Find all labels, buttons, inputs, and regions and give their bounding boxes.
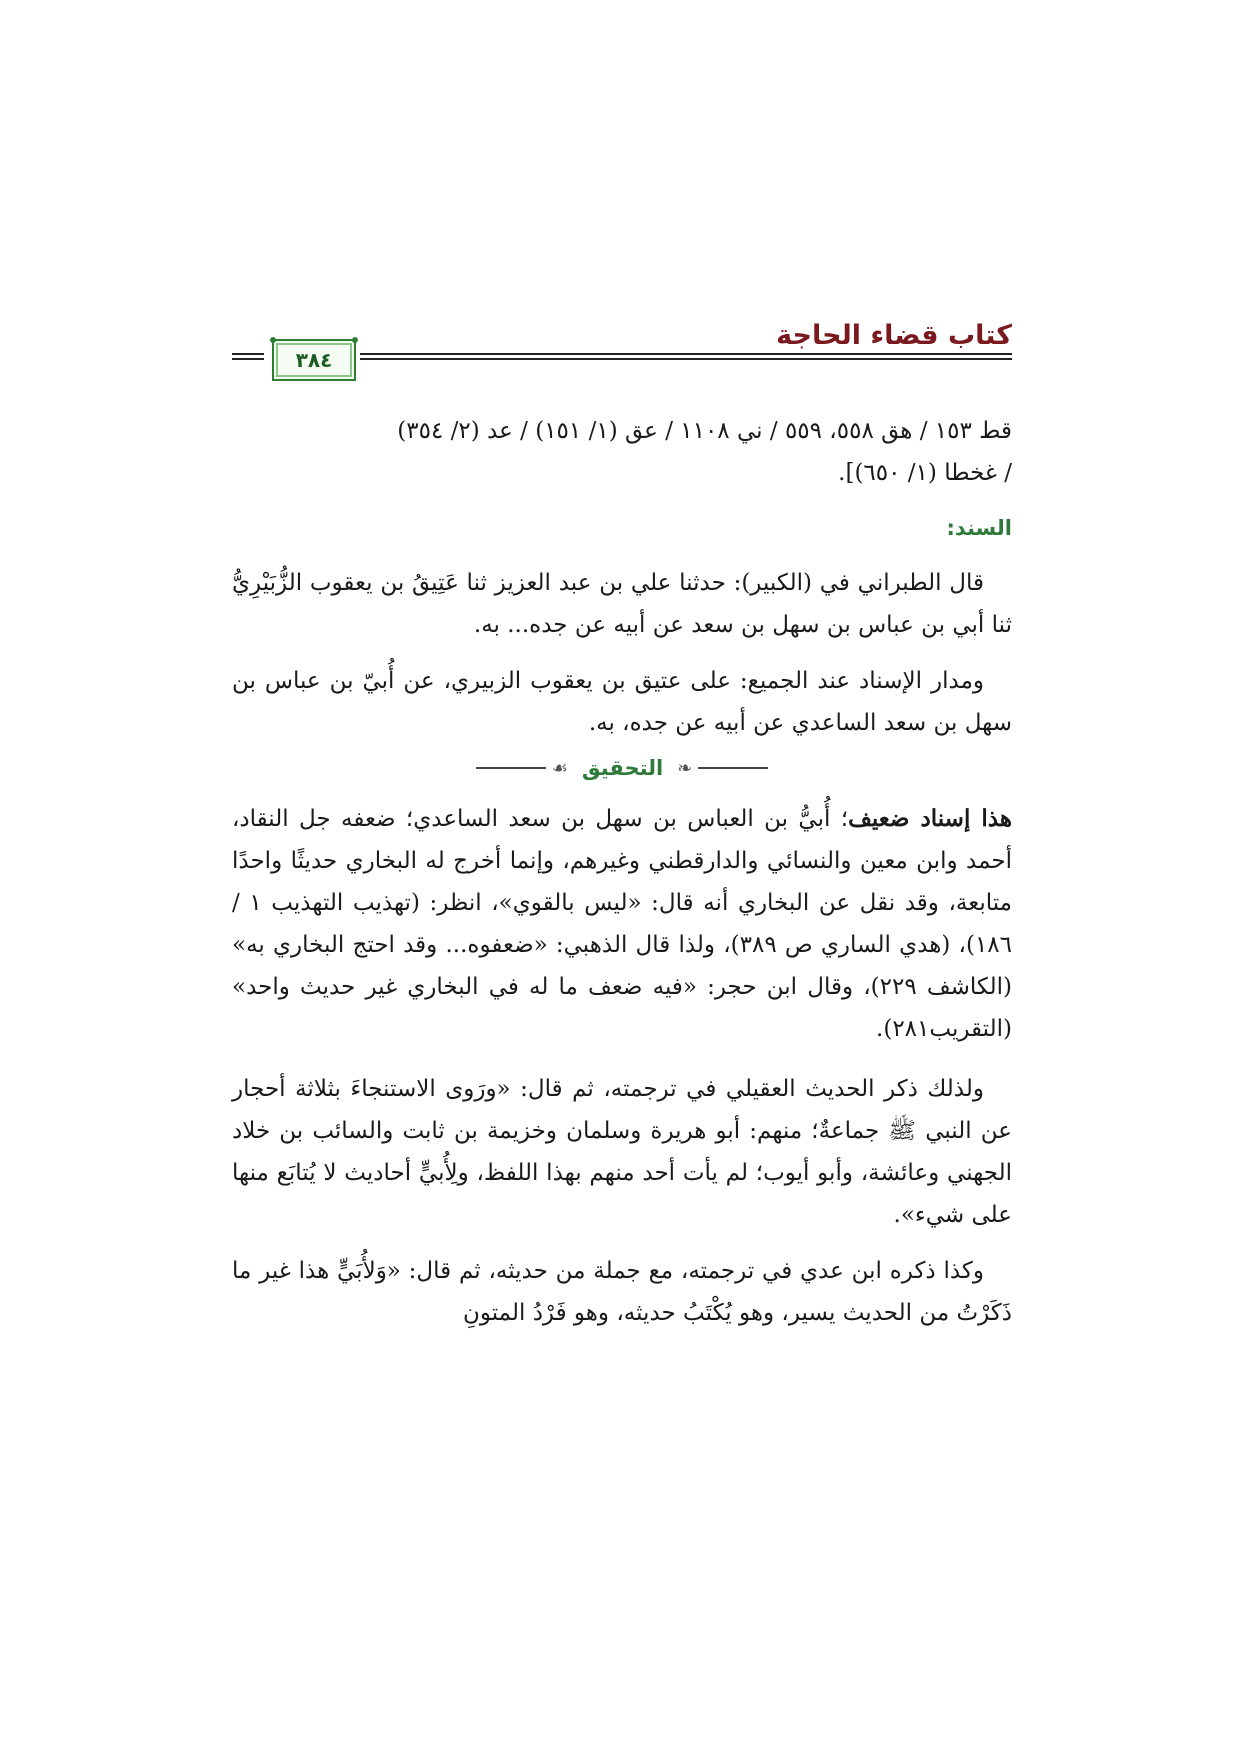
- tahqiq-verdict: هذا إسناد ضعيف: [848, 805, 1012, 832]
- divider-line-right: [698, 767, 768, 769]
- tahqiq-paragraph-2: ولذلك ذكر الحديث العقيلي في ترجمته، ثم قال: «ورَوى الاستنجاءَ بثلاثة أحجار عن النبي ﷺ جماعةٌ؛ منهم: أبو هريرة وسلمان وخزيمة بن ثابت والسائب بن خلاد الجهني وعائشة، وأبو أيوب؛ لم يأت أحد منهم بهذا اللفظ، ولِأُبيٍّ أحاديث لا يُتابَع منها على شيء».: [232, 1076, 1012, 1228]
- tahqiq-paragraph-1: [232, 798, 1012, 1050]
- sanad-paragraph-2: ومدار الإسناد عند الجميع: على عتيق بن يعقوب الزبيري، عن أُبيّ بن عباس بن سهل بن سعد الساعدي عن أبيه عن جده، به.: [232, 668, 1012, 736]
- references-line-2: / غخطا (١/ ٦٥٠)].: [838, 460, 1012, 486]
- page-number-badge: [272, 339, 356, 381]
- page-body: [232, 410, 1012, 1334]
- ornament-right-icon: ❧: [677, 757, 693, 779]
- header-rule-long: [360, 353, 1012, 360]
- page-number: ٣٨٤: [295, 348, 333, 372]
- divider-line-left: [476, 767, 546, 769]
- book-title: كتاب قضاء الحاجة: [776, 320, 1012, 351]
- page-header: [232, 312, 1012, 390]
- tahqiq-divider: [232, 746, 1012, 790]
- header-rule-short: [232, 353, 264, 360]
- tahqiq-paragraph-3: وكذا ذكره ابن عدي في ترجمته، مع جملة من حديثه، ثم قال: «وَلأُبَيٍّ هذا غير ما ذَكَرْتُ من الحديث يسير، وهو يُكْتَبُ حديثه، وهو فَرْدُ المتونِ: [232, 1258, 1012, 1326]
- sanad-heading: السند:: [946, 516, 1012, 540]
- ornament-left-icon: ☙: [551, 757, 568, 779]
- tahqiq-heading: التحقيق: [581, 756, 664, 780]
- sanad-paragraph-1: قال الطبراني في (الكبير): حدثنا علي بن عبد العزيز ثنا عَتِيقُ بن يعقوب الزُّبَيْرِيُّ ثنا أبي بن عباس بن سهل بن سعد عن أبيه عن جده... به.: [232, 570, 1012, 638]
- tahqiq-paragraph-1-text: ؛ أُبيُّ بن العباس بن سهل بن سعد الساعدي؛ ضعفه جل النقاد، أحمد وابن معين والنسائي والدارقطني وغيرهم، وإنما أخرج له البخاري حديثًا واحدًا متابعة، وقد نقل عن البخاري أنه قال: «ليس بالقوي»، انظر: (تهذيب التهذيب ١ / ١٨٦)، (هدي الساري ص ٣٨٩)، ولذا قال الذهبي: «ضعفوه... وقد احتج البخاري به» (الكاشف ٢٢٩)، وقال ابن حجر: «فيه ضعف ما له في البخاري غير حديث واحد» (التقريب٢٨١).: [232, 806, 1012, 1042]
- references-line-1: قط ١٥٣ / هق ٥٥٨، ٥٥٩ / ني ١١٠٨ / عق (١/ ١٥١) / عد (٢/ ٣٥٤): [397, 418, 1012, 444]
